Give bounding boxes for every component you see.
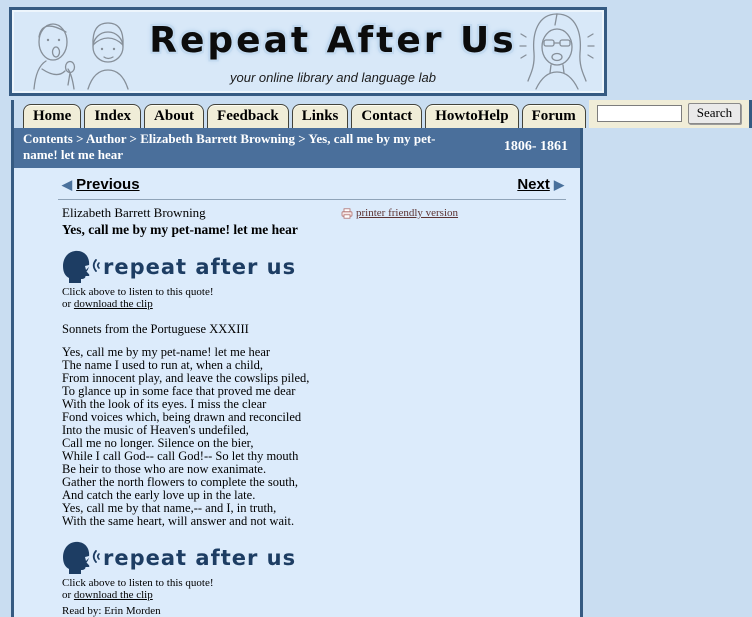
previous-link[interactable]: ◀ Previous — [62, 176, 140, 193]
content-area — [14, 168, 580, 617]
breadcrumb — [23, 131, 443, 163]
audio-player-top — [62, 250, 566, 310]
download-clip-link[interactable]: download the clip — [73, 298, 153, 310]
work-title: Yes, call me by my pet-name! let me hear — [62, 222, 298, 237]
poem-line: With the look of its eyes. I miss the clear — [62, 397, 267, 411]
speaking-head-icon — [62, 250, 100, 284]
singers-sketch-illustration — [22, 9, 148, 94]
nav-tab[interactable]: Home — [23, 104, 81, 128]
search-input[interactable] — [597, 105, 682, 122]
poem-line: Call me no longer. Silence on the bier, — [62, 436, 254, 450]
player-brand-text: repeat after us — [103, 546, 297, 570]
poem-line: Yes, call me by that name,-- and I, in truth, — [62, 501, 277, 515]
printer-icon — [341, 208, 353, 219]
nav-tab[interactable]: Index — [84, 104, 141, 128]
work-header — [62, 205, 566, 237]
poem-line: To glance up in some face that proved me dear — [62, 384, 296, 398]
author-name: Elizabeth Barrett Browning — [62, 205, 206, 220]
read-by-credit: Read by: Erin Morden — [62, 605, 161, 617]
printer-friendly-link[interactable]: printer friendly version — [341, 206, 458, 221]
printer-cell — [341, 205, 566, 237]
site-tagline: your online library and language lab — [230, 70, 436, 85]
breadcrumb-link-poet[interactable]: Elizabeth Barrett Browning — [140, 131, 295, 146]
poem-line: And catch the early love up in the late. — [62, 488, 256, 502]
download-clip-link[interactable]: download the clip — [73, 589, 153, 601]
poem-line: With the same heart, will answer and not wait. — [62, 514, 295, 528]
nav-tab[interactable]: About — [144, 104, 204, 128]
download-line: or download the clip — [62, 298, 153, 310]
nav-tab[interactable]: HowtoHelp — [425, 104, 518, 128]
site-title: Repeat After Us — [149, 20, 517, 61]
search-area — [589, 100, 752, 128]
breadcrumb-link-author[interactable]: Author — [86, 131, 127, 146]
work-info — [62, 205, 341, 237]
main-panel — [11, 128, 583, 617]
breadcrumb-separator: > — [72, 131, 87, 146]
poem-line: Yes, call me by my pet-name! let me hear — [62, 345, 271, 359]
nav-tab[interactable]: Feedback — [207, 104, 289, 128]
play-audio-button[interactable] — [62, 250, 566, 284]
listen-note: Click above to listen to this quote! — [62, 577, 214, 589]
speaking-head-icon — [62, 541, 100, 575]
nav-tab[interactable]: Contact — [351, 104, 422, 128]
poem-line: Into the music of Heaven's undefiled, — [62, 423, 249, 437]
breadcrumb-separator: > — [294, 131, 309, 146]
audio-player-bottom — [62, 541, 566, 601]
divider — [58, 199, 566, 200]
logo-block — [148, 18, 518, 85]
poem-line: Fond voices which, being drawn and reconciled — [62, 410, 302, 424]
breadcrumb-separator: > — [126, 131, 141, 146]
listen-note: Click above to listen to this quote! — [62, 286, 214, 298]
nav-tab[interactable]: Links — [292, 104, 349, 128]
breadcrumb-current-page: Yes, call me by my pet-name! let me hear — [23, 131, 436, 162]
poem-line: Be heir to those who are now exanimate. — [62, 462, 267, 476]
nav-tabs — [14, 104, 589, 128]
poem-line: From innocent play, and leave the cowslips piled, — [62, 371, 310, 385]
player-brand-text: repeat after us — [103, 255, 297, 279]
nav-tab[interactable]: Forum — [522, 104, 586, 128]
breadcrumb-bar — [14, 128, 580, 168]
next-arrow-icon: ▶ — [554, 177, 564, 192]
nav-bar — [11, 100, 733, 128]
play-audio-button[interactable] — [62, 541, 566, 575]
next-link[interactable]: Next ▶ — [517, 176, 564, 193]
poem-line: Gather the north flowers to complete the south, — [62, 475, 299, 489]
poem-line: The name I used to run at, when a child, — [62, 358, 263, 372]
previous-arrow-icon: ◀ — [62, 177, 72, 192]
pager — [62, 174, 566, 193]
search-button[interactable]: Search — [688, 103, 741, 124]
poem-text — [62, 346, 566, 528]
author-years: 1806- 1861 — [503, 139, 568, 154]
site-header — [9, 7, 607, 96]
listener-sketch-illustration — [518, 9, 596, 94]
download-line: or download the clip — [62, 589, 153, 601]
breadcrumb-link-contents[interactable]: Contents — [23, 131, 73, 146]
poem-subtitle: Sonnets from the Portuguese XXXIII — [62, 322, 249, 336]
poem-line: While I call God-- call God!-- So let thy mouth — [62, 449, 299, 463]
